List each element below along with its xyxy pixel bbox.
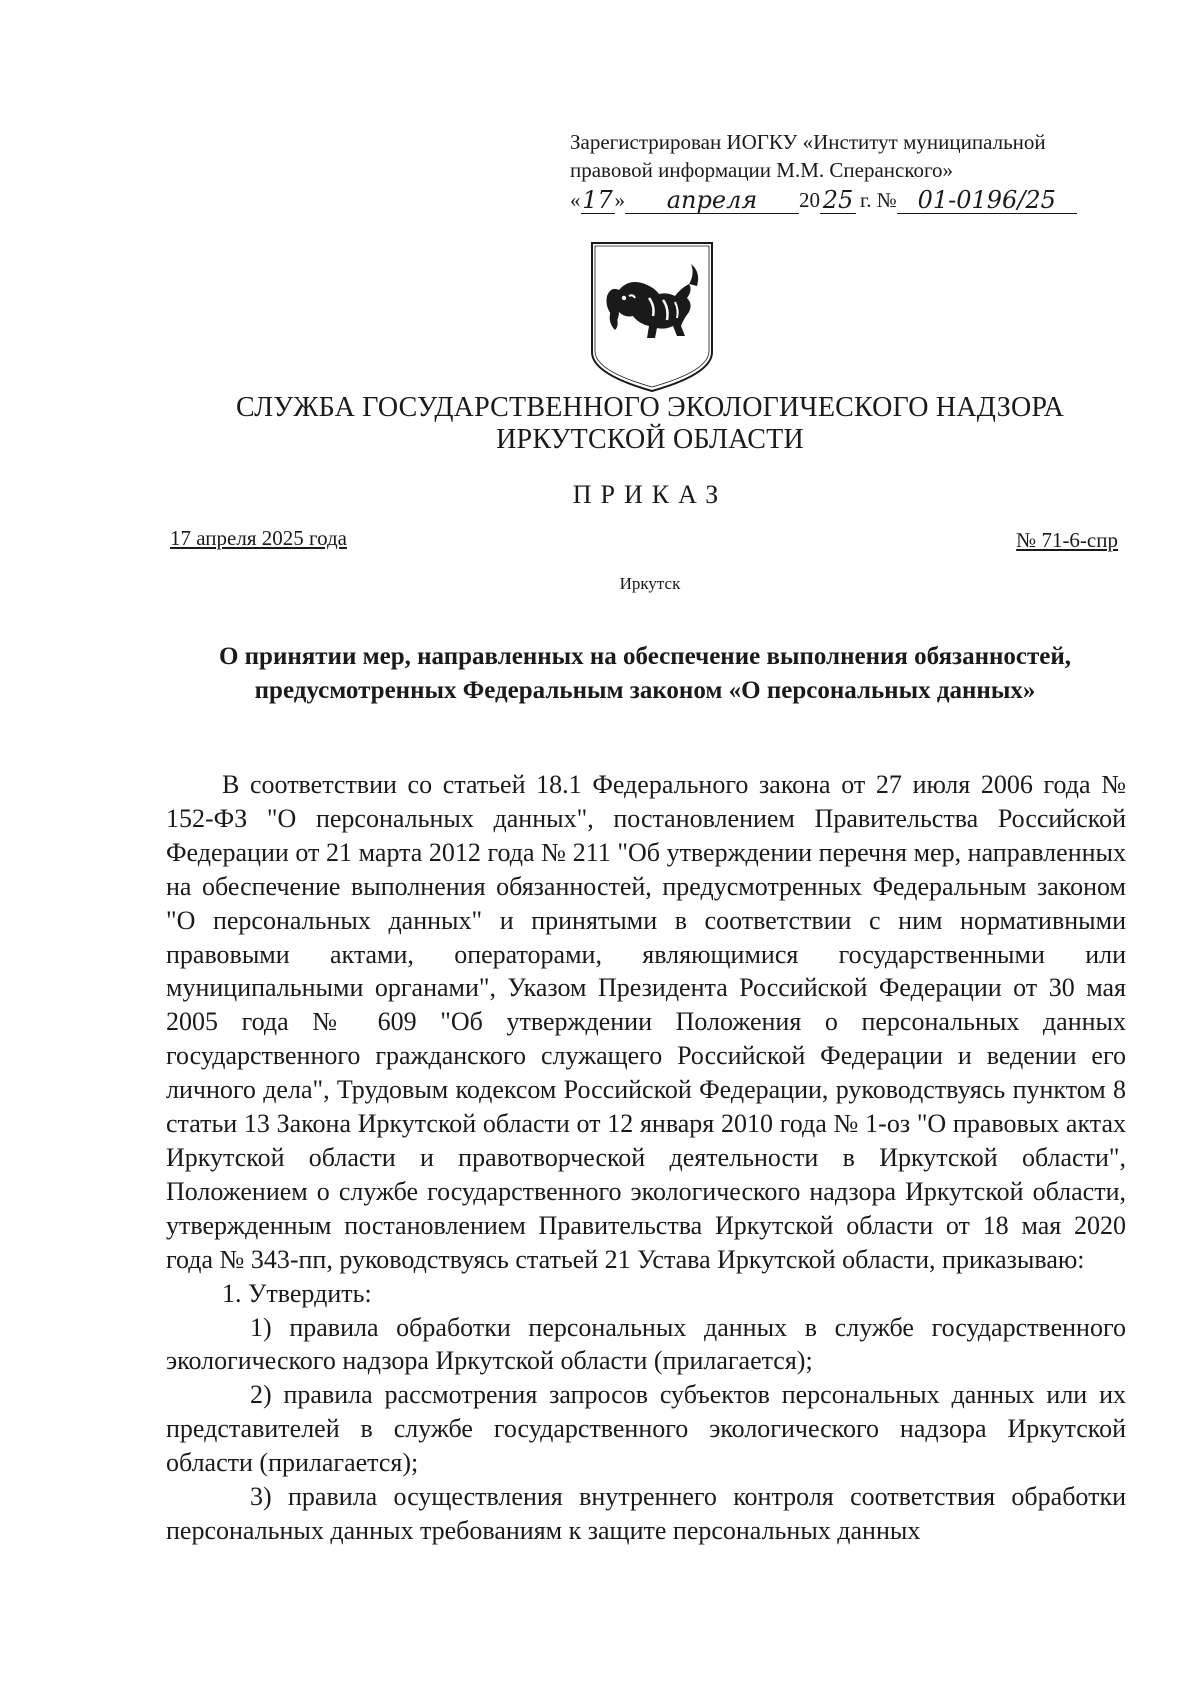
registration-year-suffix: 25 (820, 187, 856, 214)
subitem-3: 3) правила осуществления внутреннего контроля соответствия обработки персональных данных требованиям к защите персональных данных (166, 1482, 1126, 1545)
preamble-paragraph: В соответствии со статьей 18.1 Федерального закона от 27 июля 2006 года № 152-ФЗ "О персональных данных", постановлением Правительства Российской Федерации от 21 марта 2012 года № 211 "Об утверждении перечня мер, направленных на обеспечение выполнения обязанностей, предусмотренных Федеральным законом "О персональных данных" и принятыми в соответствии с ним нормативными правовыми актами, операторами, являющимися государственными или муниципальными органами", Указом Президента Российской Федерации от 30 мая 2005 года № 609 "Об утверждении Положения о персональных данных государственного гражданского служащего Российской Федерации и ведении его личного дела", Трудовым кодексом Российской Федерации, руководствуясь пунктом 8 статьи 13 Закона Иркутской области от 12 января 2010 года № 1-оз "О правовых актах Иркутской области и правотворческой деятельности в Иркутской области", Положением о службе государственного экологического надзора Иркутской области, утвержденным постановлением Правительства Иркутской области от 18 мая 2020 года № 343-пп, руководствуясь статьей 21 Устава Иркутской области, приказываю: (166, 770, 1126, 1274)
organization-name-line-2: ИРКУТСКОЙ ОБЛАСТИ (496, 424, 804, 455)
subitem-2: 2) правила рассмотрения запросов субъектов персональных данных или их представителей в службе государственного экологического надзора Иркутской области (прилагается); (166, 1380, 1126, 1478)
organization-name-line-1: СЛУЖБА ГОСУДАРСТВЕННОГО ЭКОЛОГИЧЕСКОГО НАДЗОРА (235, 392, 1065, 423)
irkutsk-coat-of-arms-icon (589, 240, 715, 394)
registration-year-prefix: 20 (799, 188, 820, 212)
item-1: 1. Утвердить: (222, 1278, 372, 1308)
document-type: ПРИКАЗ (572, 480, 728, 509)
registration-line-2: правовой информации М.М. Сперанского» (570, 158, 954, 182)
document-body (166, 768, 1126, 1548)
document-city: Иркутск (619, 574, 681, 593)
registration-stamp (570, 128, 1130, 214)
organization-name (150, 392, 1150, 456)
registration-month: апреля (625, 187, 799, 214)
registration-open-quote: « (570, 188, 581, 212)
document-title: О принятии мер, направленных на обеспечение выполнения обязанностей, предусмотренных Федеральным законом «О персональных данных» (218, 643, 1072, 704)
document-date: 17 апреля 2025 года (170, 526, 347, 550)
registration-close-quote: » (614, 188, 625, 212)
registration-number-label: г. № (860, 188, 897, 212)
document-number: № 71-6-спр (1016, 528, 1118, 552)
subitem-1: 1) правила обработки персональных данных в службе государственного экологического надзора Иркутской области (прилагается); (166, 1312, 1126, 1376)
registration-line-1: Зарегистрирован ИОГКУ «Институт муниципальной (570, 130, 1046, 154)
registration-fill-line (570, 186, 1130, 214)
registration-day: 17 (582, 186, 613, 214)
registration-number: 01-0196/25 (897, 187, 1077, 214)
